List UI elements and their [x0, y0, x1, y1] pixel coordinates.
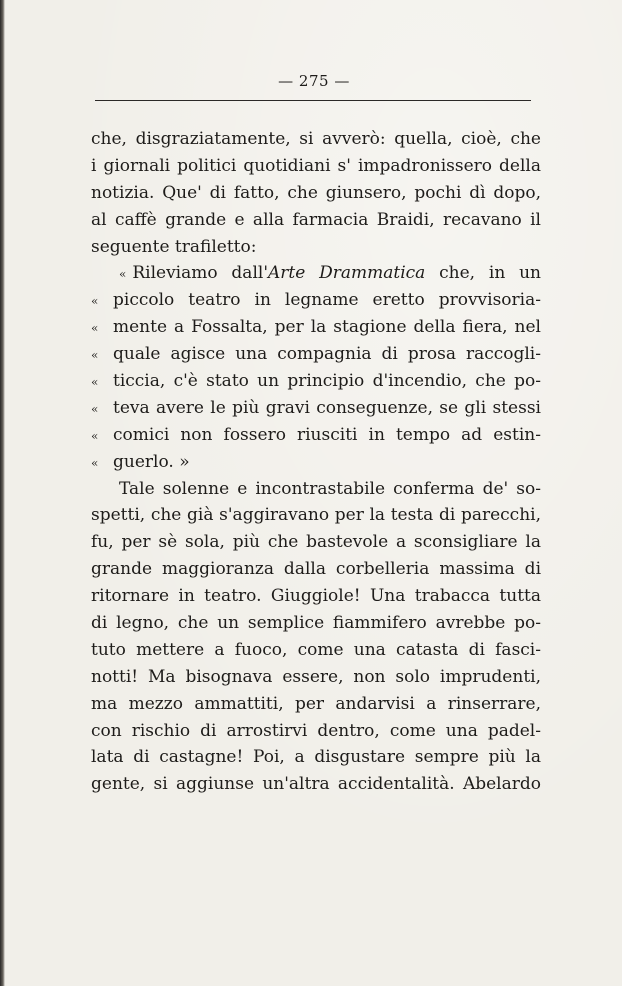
text-line: notti! Ma bisognava essere, non solo imprudenti,: [91, 666, 541, 687]
body-text: [91, 126, 541, 798]
quote-text-after: che, in un: [425, 263, 541, 284]
quote-line-text: piccolo teatro in legname eretto provvisoria-: [113, 290, 541, 311]
text-line: che, disgraziatamente, si avverò: quella, cioè, che: [91, 129, 541, 149]
quote-open-mark: «: [119, 267, 127, 282]
quote-line: [91, 422, 541, 449]
quote-line: [91, 449, 541, 476]
text-line: con rischio di arrostirvi dentro, come una padel-: [91, 720, 541, 741]
quote-line-text: ticcia, c'è stato un principio d'incendio, che po-: [113, 371, 541, 392]
quote-text-before: Rileviamo dall': [132, 263, 268, 284]
text-line: al caffè grande e alla farmacia Braidi, recavano il: [91, 209, 541, 230]
text-line: gente, si aggiunse un'altra accidentalità. Abelardo: [91, 774, 541, 795]
quote-line-text: quale agisce una compagnia di prosa raccogli-: [113, 344, 541, 365]
quote-mark: «: [91, 428, 99, 443]
text-line: di legno, che un semplice fiammifero avrebbe po-: [91, 613, 541, 634]
quote-mark: «: [91, 375, 99, 390]
text-line: fu, per sè sola, più che bastevole a sconsigliare la: [91, 532, 541, 553]
text-line: spetti, che già s'aggiravano per la testa di parecchi,: [91, 505, 541, 526]
quote-first-line: [91, 260, 541, 287]
quote-line-text: comici non fossero riusciti in tempo ad estin-: [113, 424, 541, 445]
text-line: ma mezzo ammattiti, per andarvisi a rinserrare,: [91, 693, 541, 714]
quote-line-text: guerlo. »: [113, 451, 190, 472]
text-line: notizia. Que' di fatto, che giunsero, pochi dì dopo,: [91, 182, 541, 203]
quote-line: [91, 314, 541, 341]
text-line: grande maggioranza dalla corbelleria massima di: [91, 559, 541, 580]
header-rule: [95, 100, 531, 101]
quote-line: [91, 287, 541, 314]
quote-mark: «: [91, 321, 99, 336]
quote-mark: «: [91, 401, 99, 416]
text-line: seguente trafiletto:: [91, 236, 257, 257]
page-spine-shadow: [0, 0, 5, 986]
quote-line: [91, 341, 541, 368]
quote-mark: «: [91, 294, 99, 309]
page-number: — 275 —: [278, 72, 350, 90]
text-line: tuto mettere a fuoco, come una catasta di fasci-: [91, 639, 541, 660]
quote-line: [91, 395, 541, 422]
text-line: lata di castagne! Poi, a disgustare sempre più la: [91, 747, 541, 768]
quote-line-text: mente a Fossalta, per la stagione della fiera, nel: [113, 317, 541, 338]
text-line: ritornare in teatro. Giuggiole! Una trabacca tutta: [91, 586, 541, 607]
text-line: Tale solenne e incontrastabile conferma de' so-: [119, 478, 541, 499]
text-line: i giornali politici quotidiani s' impadronissero della: [91, 155, 541, 176]
quote-italic-title: Arte Drammatica: [268, 263, 426, 284]
quote-mark: «: [91, 455, 99, 470]
quote-mark: «: [91, 348, 99, 363]
quote-line: [91, 368, 541, 395]
quote-line-text: teva avere le più gravi conseguenze, se gli stessi: [113, 397, 541, 418]
